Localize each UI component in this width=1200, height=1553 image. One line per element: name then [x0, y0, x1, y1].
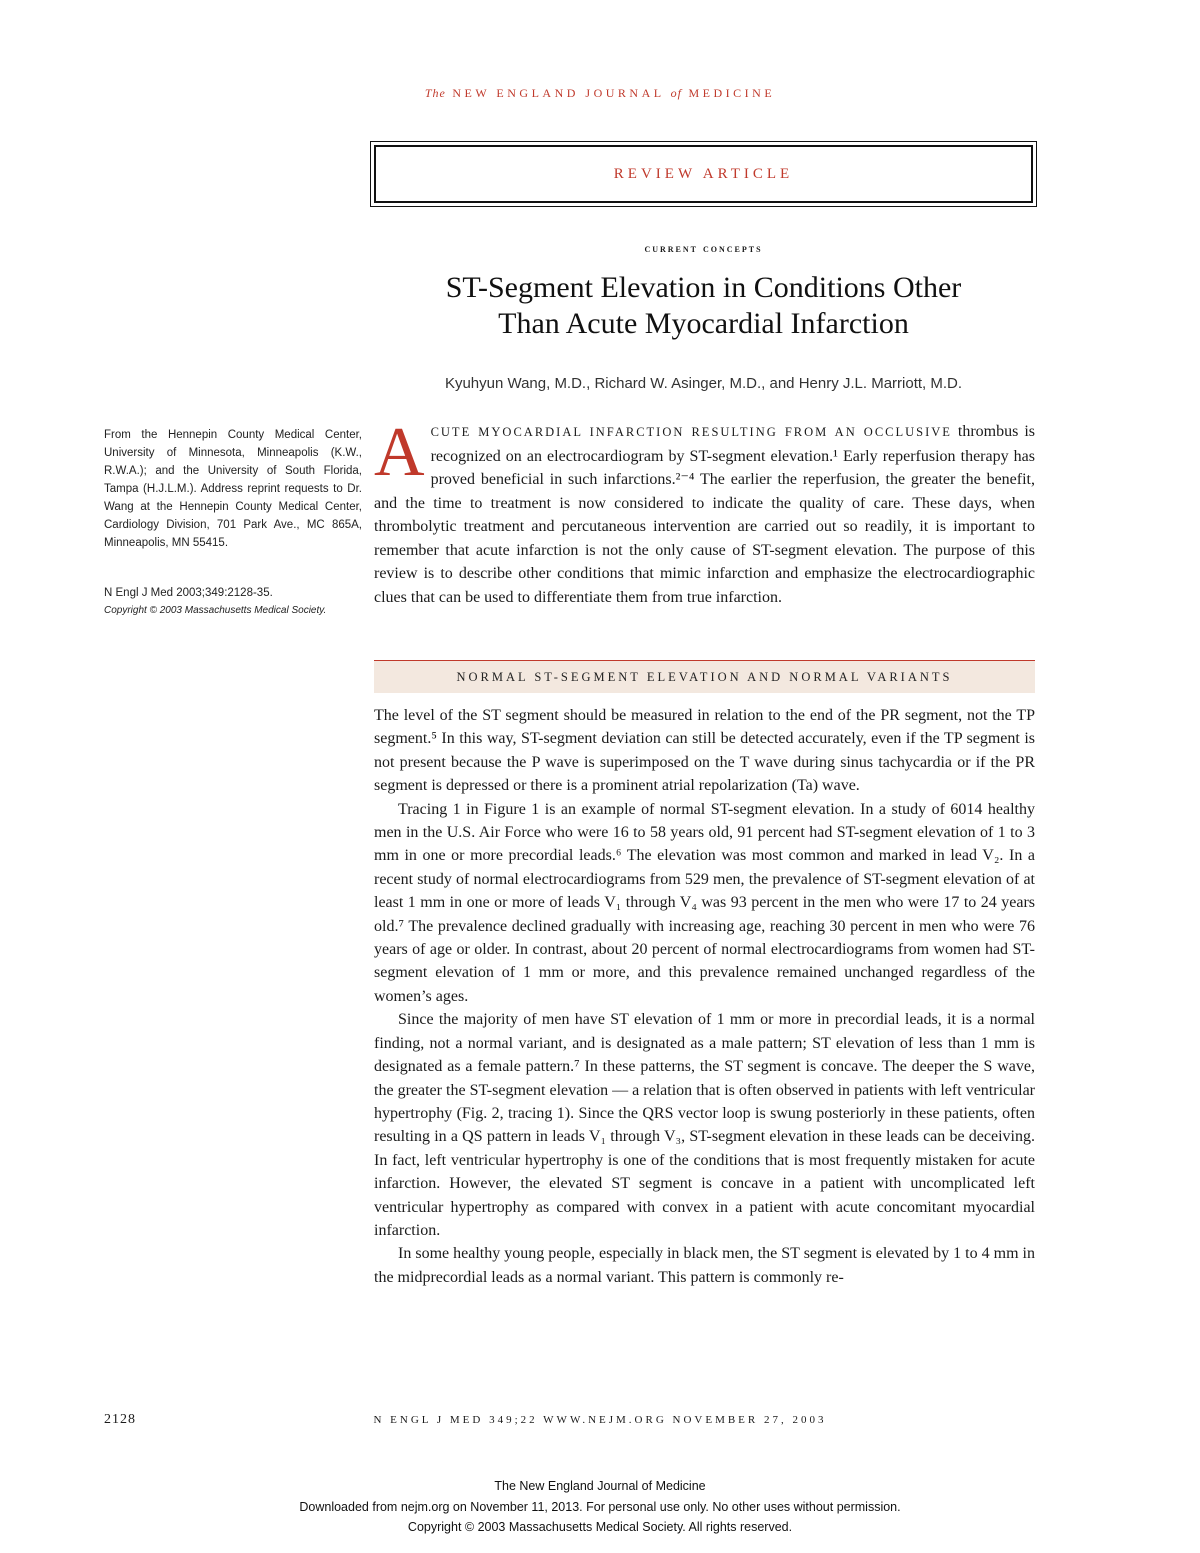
title-line-2: Than Acute Myocardial Infarction — [498, 307, 909, 340]
article-type-box — [374, 145, 1033, 203]
journal-header-suffix: MEDICINE — [688, 86, 776, 100]
section-heading: NORMAL ST-SEGMENT ELEVATION AND NORMAL VARIANTS — [456, 669, 953, 684]
journal-header — [0, 86, 1200, 101]
intro-lead-in: CUTE MYOCARDIAL INFARCTION RESULTING FROM AN OCCLUSIVE — [430, 425, 952, 439]
download-notice-terms: Downloaded from nejm.org on November 11, 2013. For personal use only. No other uses without permission. — [299, 1499, 901, 1514]
journal-header-prefix: The — [424, 86, 446, 100]
body-paragraph-4: In some healthy young people, especially in black men, the ST segment is elevated by 1 to 4 mm in the midprecordial leads as a normal variant. This pattern is commonly re- — [374, 1245, 1035, 1286]
download-notice — [0, 1476, 1200, 1538]
section-heading-band — [374, 660, 1035, 693]
article-type-label: REVIEW ARTICLE — [613, 165, 794, 182]
intro-text: thrombus is recognized on an electrocardiogram by ST-segment elevation.¹ Early reperfusion therapy has proved beneficial in such infarctions.²⁻⁴ The earlier the reperfusion, the greater the benefit, and the time to treatment is now considered to indicate the quality of care. These days, when thrombolytic treatment and percutaneous intervention are carried out so readily, it is important to remember that acute infarction is not the only cause of ST-segment elevation. The purpose of this review is to describe other conditions that mimic infarction and emphasize the electrocardiographic clues that can be used to differentiate them from true infarction. — [374, 423, 1035, 606]
download-notice-copyright: Copyright © 2003 Massachusetts Medical Society. All rights reserved. — [407, 1520, 793, 1534]
journal-header-of: of — [670, 86, 682, 100]
body-paragraph-1: The level of the ST segment should be measured in relation to the end of the PR segment, not the TP segment.⁵ In this way, ST-segment deviation can still be detected accurately, even if the TP segment is not present because the P wave is superimposed on the T wave during sinus tachycardia or if the PR segment is depressed or there is a prominent atrial repolarization (Ta) wave. — [374, 707, 1035, 795]
body-paragraph-3: Since the majority of men have ST elevation of 1 mm or more in precordial leads, it is a normal finding, not a normal variant, and is designated as a male pattern; ST elevation of less than 1 mm is designated as a female pattern.⁷ In these patterns, the ST segment is concave. The deeper the S wave, the greater the ST-segment elevation — a relation that is often observed in patients with left ventricular hypertrophy (Fig. 2, tracing 1). Since the QRS vector loop is swung posteriorly in these patients, often resulting in a QS pattern in leads V₁ through V₃, ST-segment elevation in these leads can be deceiving. In fact, left ventricular hypertrophy is one of the conditions that is most frequently mistaken for acute infarction. However, the elevated ST segment is concave in a patient with uncomplicated left ventricular hypertrophy as compared with convex in a patient with acute concomitant myocardial infarction. — [374, 1011, 1035, 1239]
article-title — [374, 270, 1033, 342]
citation-line: N Engl J Med 2003;349:2128-35. — [104, 587, 273, 599]
drop-cap: A — [374, 414, 425, 491]
copyright-line: Copyright © 2003 Massachusetts Medical Society. — [104, 605, 327, 616]
body-paragraph-2: Tracing 1 in Figure 1 is an example of normal ST-segment elevation. In a study of 6014 healthy men in the U.S. Air Force who were 16 to 58 years old, 91 percent had ST-segment elevation of 1 to 3 mm in one or more precordial leads.⁶ The elevation was most common and marked in lead V₂. In a recent study of normal electrocardiograms from 529 men, the prevalence of ST-segment elevation of at least 1 mm in one or more of leads V₁ through V₄ was 93 percent in the men who were 17 to 24 years old.⁷ The prevalence declined gradually with increasing age, reaching 30 percent in men who were 76 years of age or older. In contrast, about 20 percent of normal electrocardiograms from women had ST-segment elevation of 1 mm or more, and this prevalence remained unchanged regardless of the women’s ages. — [374, 800, 1035, 1005]
section-kicker: current concepts — [644, 241, 763, 255]
author-list: Kyuhyun Wang, M.D., Richard W. Asinger, M.D., and Henry J.L. Marriott, M.D. — [444, 375, 963, 392]
affiliation-note: From the Hennepin County Medical Center, University of Minnesota, Minneapolis (K.W., R.W.A.); and the University of South Florida, Tampa (H.J.L.M.). Address reprint requests to Dr. Wang at the Hennepin County Medical Center, Cardiology Division, 701 Park Ave., MC 865A, Minneapolis, MN 55415. — [104, 429, 362, 549]
body-text — [374, 704, 1035, 1289]
running-footer: N ENGL J MED 349;22 WWW.NEJM.ORG NOVEMBER 27, 2003 — [373, 1414, 827, 1426]
journal-header-mid: NEW ENGLAND JOURNAL — [452, 86, 665, 100]
page-number: 2128 — [104, 1412, 136, 1427]
intro-paragraph — [374, 414, 1035, 609]
download-notice-journal: The New England Journal of Medicine — [494, 1479, 706, 1493]
title-line-1: ST-Segment Elevation in Conditions Other — [445, 271, 962, 304]
